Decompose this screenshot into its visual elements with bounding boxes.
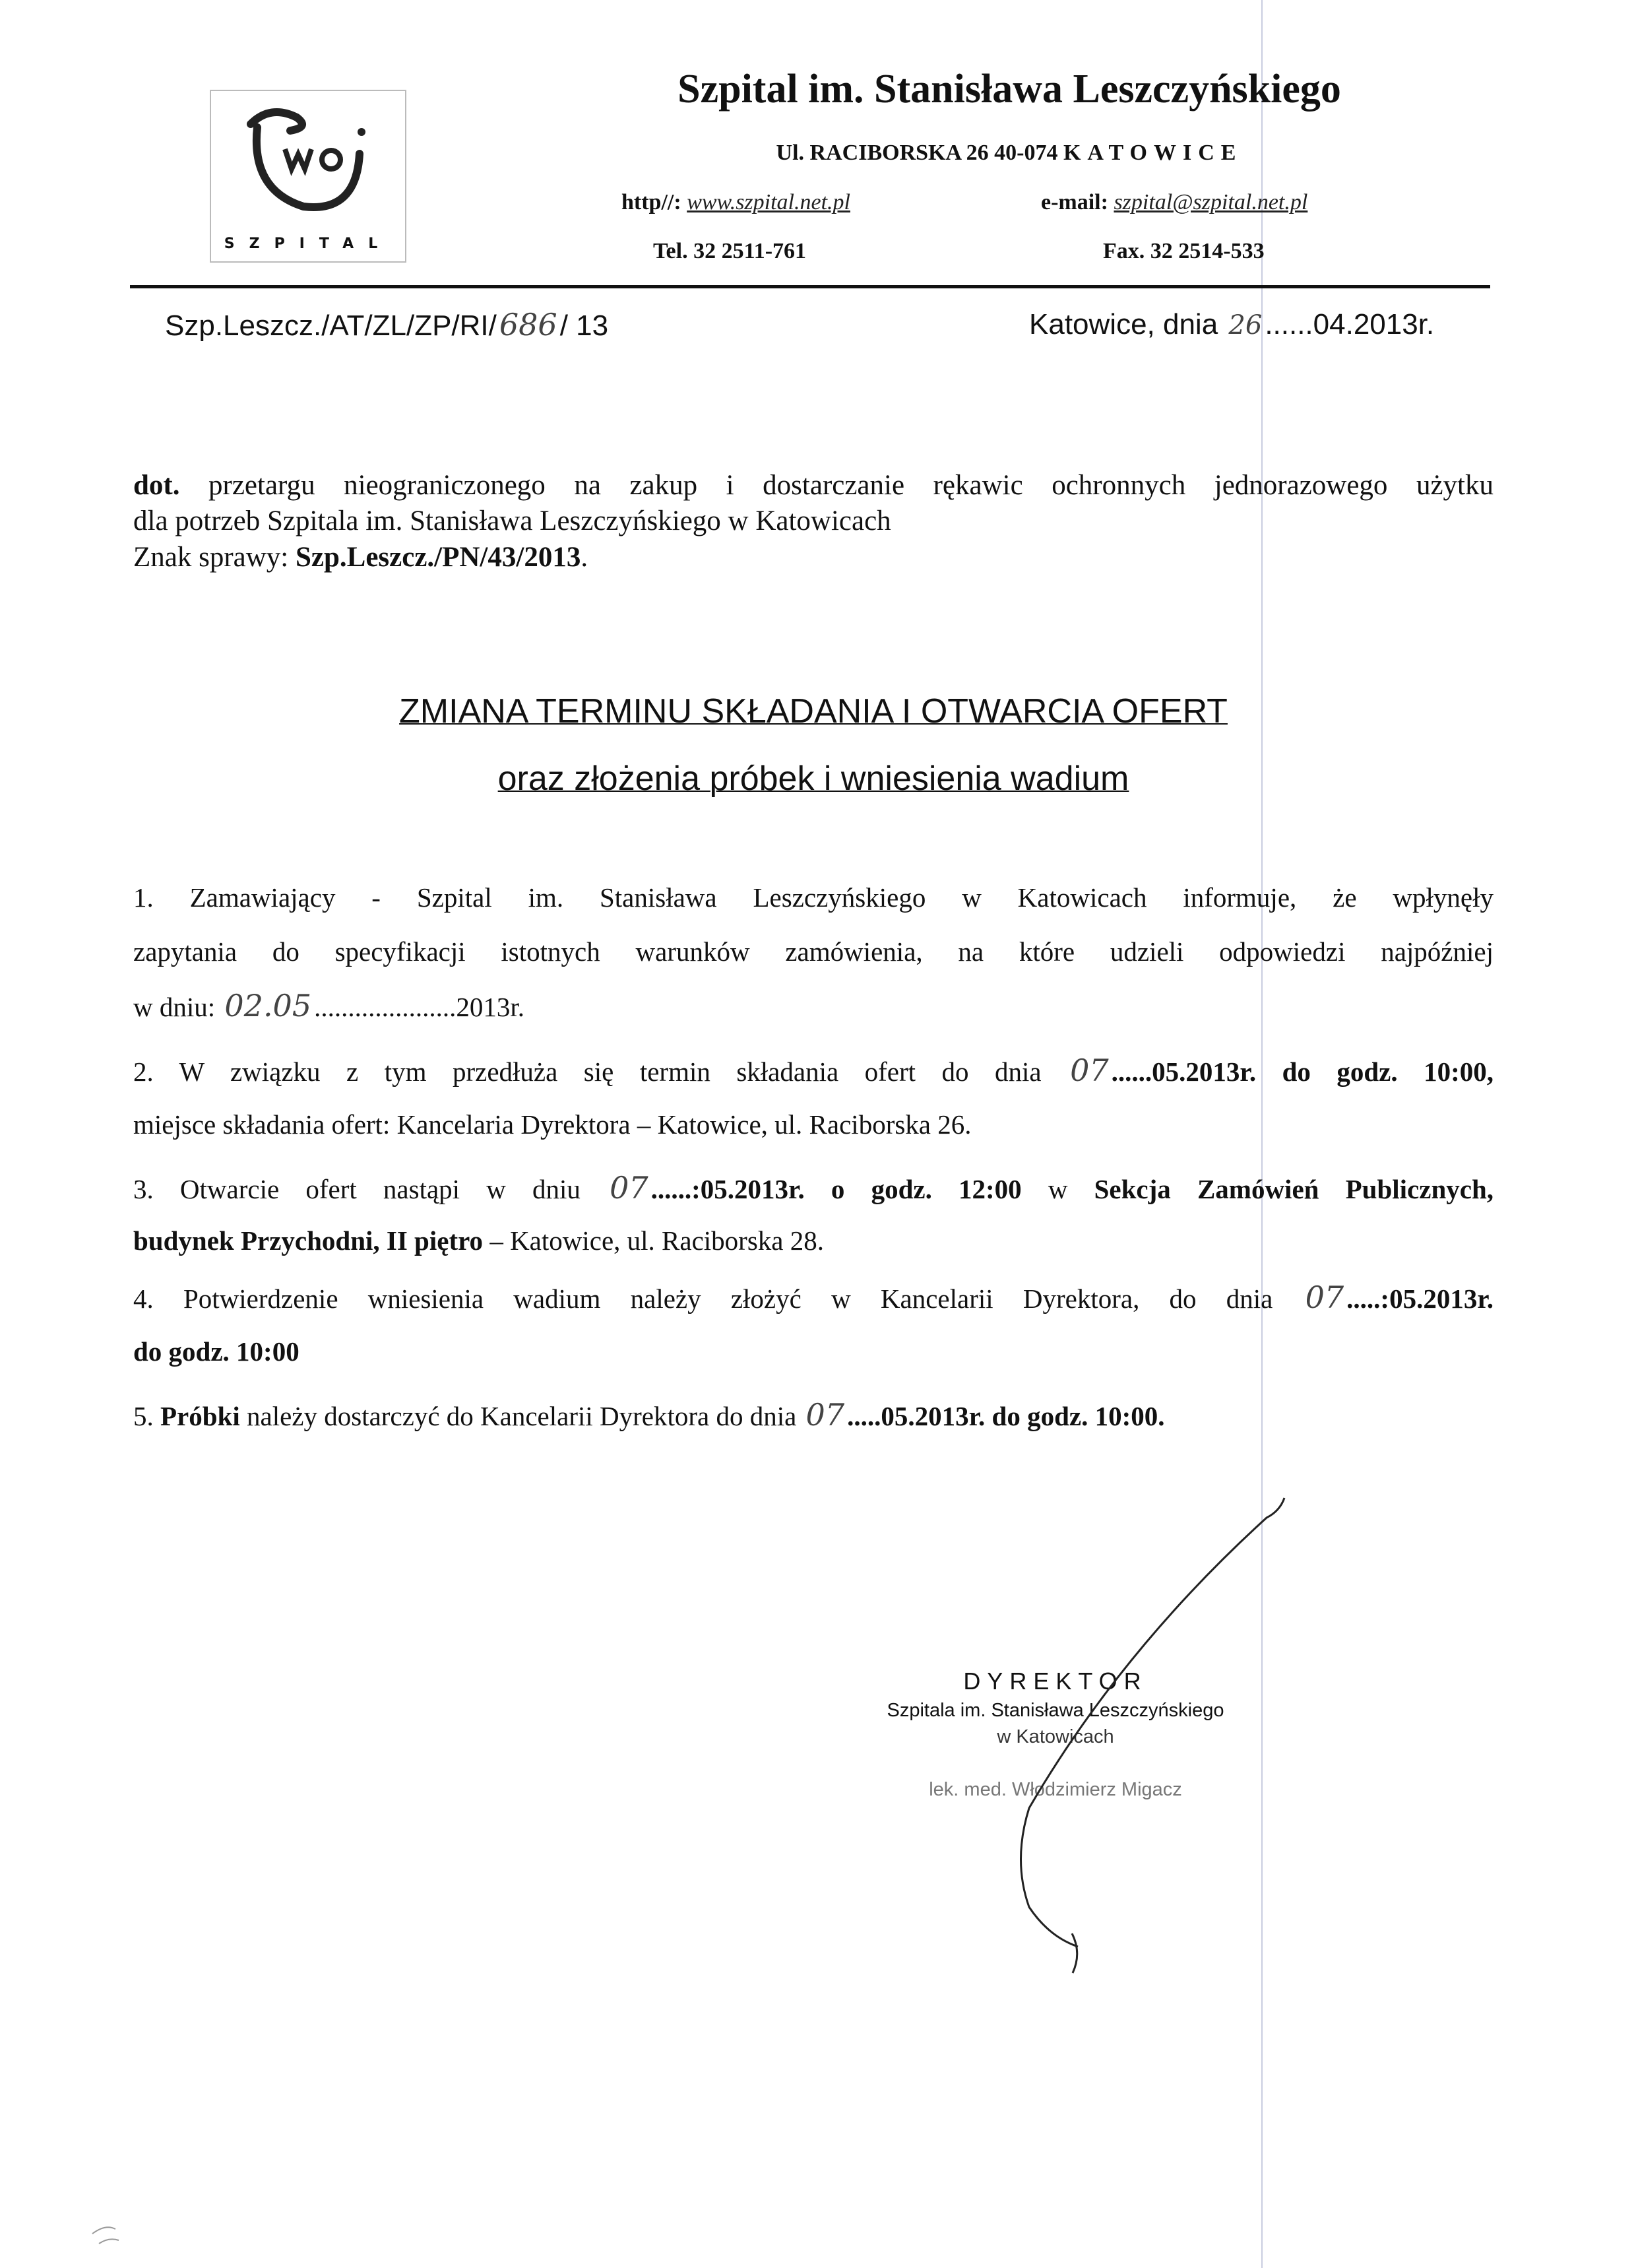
- dots: ......:: [650, 1174, 701, 1204]
- dots: .....: [847, 1401, 881, 1431]
- reference-prefix: Szp.Leszcz./AT/ZL/ZP/RI/: [165, 309, 497, 342]
- item-4-line-2: [133, 1332, 1494, 1371]
- samples-label: Próbki: [160, 1401, 240, 1431]
- email-label: e-mail:: [1041, 190, 1108, 214]
- dots: .....................: [314, 992, 456, 1022]
- item-2-line-1: [133, 1051, 1494, 1091]
- case-number: Szp.Leszcz./PN/43/2013: [296, 542, 581, 573]
- case-end: .: [581, 542, 588, 573]
- heading-line-1: ZMIANA TERMINU SKŁADANIA I OTWARCIA OFERT: [399, 692, 1228, 730]
- email-link[interactable]: szpital@szpital.net.pl: [1114, 190, 1308, 214]
- case-label: Znak sprawy:: [133, 542, 296, 573]
- text: należy dostarczyć do Kancelarii Dyrektora do dnia: [239, 1401, 803, 1431]
- website-link[interactable]: www.szpital.net.pl: [687, 190, 850, 214]
- signature-name: lek. med. Włodzimierz Migacz: [929, 1779, 1182, 1800]
- logo-mark-icon: [211, 91, 405, 230]
- handwritten-day: 07: [805, 1397, 845, 1433]
- reference-suffix: / 13: [559, 309, 609, 342]
- deadline: 05.2013r.: [1389, 1283, 1494, 1314]
- website-label: http//:: [621, 190, 681, 214]
- email-line: [1041, 190, 1307, 215]
- text: 5.: [133, 1401, 160, 1431]
- case-number-line: [133, 539, 1494, 575]
- item-4-line-1: [133, 1278, 1494, 1318]
- logo-word: SZPITAL: [224, 236, 393, 252]
- text: 2. W związku z tym przedłuża się termin składania ofert do dnia: [133, 1056, 1068, 1087]
- website-line: [621, 190, 850, 215]
- deadline: 05.2013r. do godz. 10:00,: [1152, 1056, 1494, 1087]
- heading-line-2: oraz złożenia próbek i wniesienia wadium: [497, 760, 1129, 798]
- handwritten-day: 07: [610, 1170, 648, 1206]
- handwritten-day: 07: [1070, 1053, 1109, 1088]
- signature-city: w Katowicach: [997, 1726, 1114, 1747]
- subject-dot-label: dot.: [133, 470, 180, 501]
- hospital-logo: [210, 90, 406, 263]
- item-3-line-2: [133, 1221, 1494, 1260]
- text: 4. Potwierdzenie wniesienia wadium należy złożyć w Kancelarii Dyrektora, do dnia: [133, 1283, 1303, 1314]
- date-suffix: ......04.2013r.: [1265, 308, 1435, 340]
- dots: ......: [1111, 1056, 1152, 1087]
- signature-org: Szpitala im. Stanisława Leszczyńskiego: [887, 1700, 1224, 1721]
- fax-number: Fax. 32 2514-533: [1103, 239, 1265, 263]
- handwritten-day: 07: [1305, 1280, 1344, 1315]
- building: budynek Przychodni, II piętro: [133, 1225, 484, 1256]
- deadline: 05.2013r. do godz. 10:00.: [881, 1401, 1165, 1431]
- phone-number: Tel. 32 2511-761: [653, 239, 807, 263]
- item-1-line-1: 1. Zamawiający - Szpital im. Stanisława Leszczyńskiego w Katowicach informuje, że wpłynęły: [133, 882, 1494, 913]
- hospital-name: Szpital im. Stanisława Leszczyńskiego: [677, 67, 1341, 112]
- item-2-line-2: miejsce składania ofert: Kancelaria Dyrektora – Katowice, ul. Raciborska 26.: [133, 1109, 972, 1140]
- subject-text: przetargu nieograniczonego na zakup i dostarczanie rękawic ochronnych jednorazowego użytku: [179, 470, 1494, 501]
- item-1-line-3: [133, 986, 1494, 1027]
- deadline-time: do godz. 10:00: [133, 1336, 299, 1367]
- subject-line-2: dla potrzeb Szpitala im. Stanisława Leszczyńskiego w Katowicach: [133, 505, 891, 536]
- signature-title: DYREKTOR: [963, 1668, 1148, 1695]
- address-city: KATOWICE: [1063, 141, 1243, 165]
- reference-number: [165, 305, 608, 346]
- text: w: [1021, 1174, 1094, 1204]
- document-date: [1029, 305, 1434, 345]
- header-divider: [130, 285, 1490, 288]
- subject-line-1: [133, 467, 1494, 503]
- dots: .....:: [1346, 1283, 1390, 1314]
- location: Sekcja Zamówień Publicznych,: [1094, 1174, 1494, 1204]
- opening-time: 05.2013r. o godz. 12:00: [700, 1174, 1022, 1204]
- date-prefix: Katowice, dnia: [1029, 308, 1218, 340]
- text: 3. Otwarcie ofert nastąpi w dniu: [133, 1174, 608, 1204]
- item-3-line-1: [133, 1168, 1494, 1209]
- address-street: Ul. RACIBORSKA 26 40-074: [776, 141, 1058, 165]
- hospital-address: [462, 141, 1557, 166]
- text: – Katowice, ul. Raciborska 28.: [483, 1225, 824, 1256]
- handwritten-number: 686: [499, 307, 557, 342]
- handwritten-date: 02.05: [224, 988, 312, 1023]
- text: 2013r.: [456, 992, 525, 1022]
- item-1-line-2: zapytania do specyfikacji istotnych warunków zamówienia, na które udzieli odpowiedzi najpóźniej: [133, 936, 1494, 967]
- handwritten-day: 26: [1228, 310, 1263, 340]
- text: w dniu:: [133, 992, 222, 1022]
- item-5-line-1: [133, 1395, 1494, 1436]
